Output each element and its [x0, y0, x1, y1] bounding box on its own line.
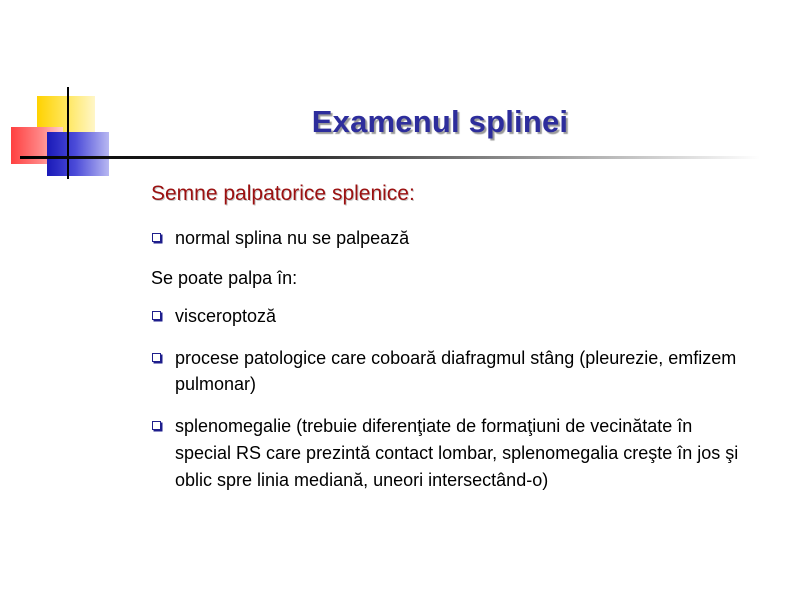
- bullet-item: [151, 345, 751, 397]
- bullet-item: [151, 303, 751, 329]
- square-bullet-icon: [152, 421, 161, 430]
- subheading: Semne palpatorice splenice:: [151, 182, 415, 205]
- bullet-text: procese patologice care coboară diafragmul stâng (pleurezie, emfizem pulmonar): [175, 348, 737, 394]
- square-bullet-icon: [152, 233, 161, 242]
- plain-line: Se poate palpa în:: [151, 268, 298, 288]
- bullet-item: [151, 225, 751, 251]
- bullet-text: normal splina nu se palpează: [175, 228, 410, 248]
- slide-content: [151, 181, 751, 508]
- title-underline: [20, 156, 760, 159]
- bullet-text: splenomegalie (trebuie diferenţiate de formaţiuni de vecinătate în special RS care prezintă contact lombar, splenomegalia creşte în jos şi oblic spre linia mediană, uneori intersectând-o): [175, 416, 739, 490]
- decorative-blue-square: [47, 132, 109, 176]
- slide-title: Examenul splinei: [311, 104, 569, 139]
- bullet-item: [151, 413, 751, 494]
- decorative-vertical-line: [67, 87, 69, 179]
- square-bullet-icon: [152, 311, 161, 320]
- square-bullet-icon: [152, 353, 161, 362]
- bullet-text: visceroptoză: [175, 306, 277, 326]
